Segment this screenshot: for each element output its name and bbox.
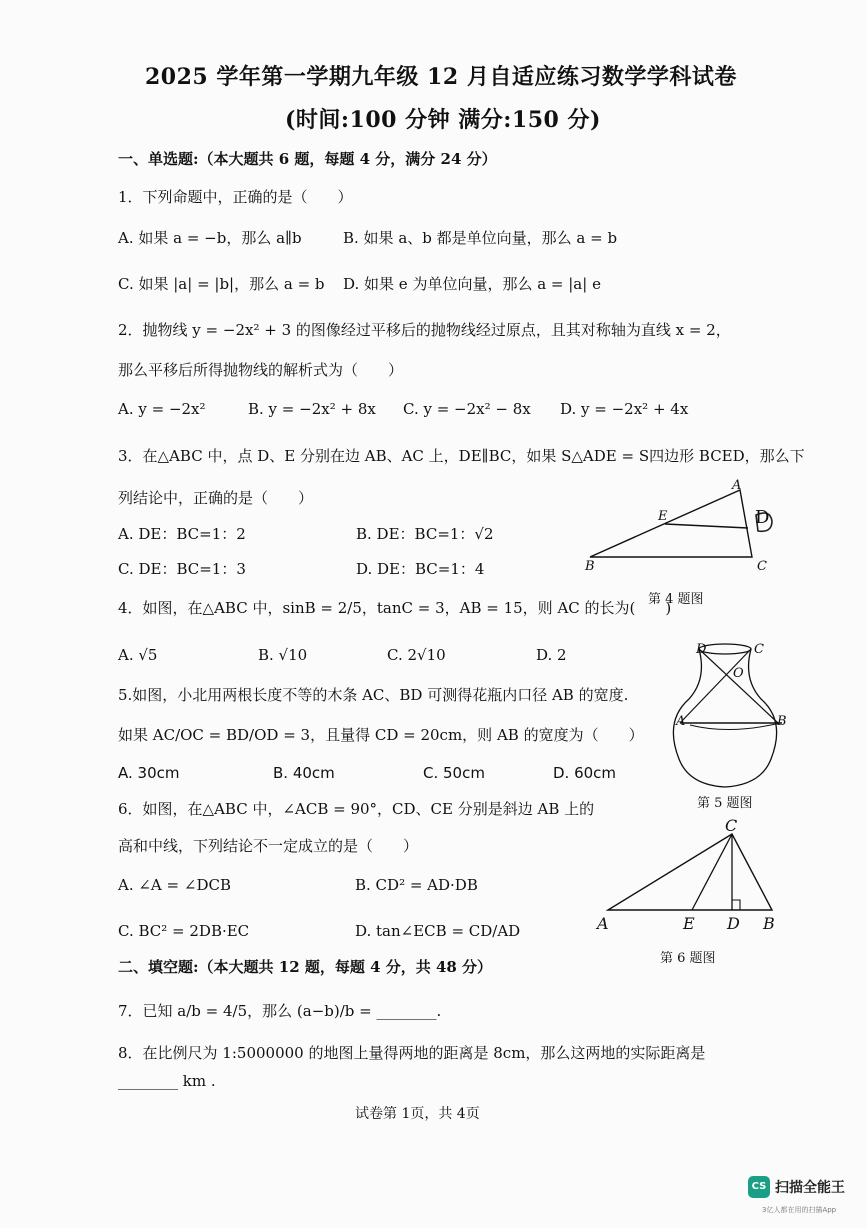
q3-option-c: C. DE：BC=1：3 [118,560,246,578]
figure-6-caption: 第 6 题图 [660,951,716,966]
fig6-label-a: A [597,914,609,933]
fig4-label-c: C [757,559,767,574]
fig5-label-c: C [754,642,764,657]
q6-stem: 6．如图，在△ABC 中，∠ACB = 90°，CD、CE 分别是斜边 AB 上的 [118,800,595,818]
q5-option-b: B. 40cm [273,764,335,782]
q3-stem-2: 列结论中，正确的是（ ） [118,489,314,507]
q2-option-a: A. y = −2x² [118,400,206,418]
q5-option-a: A. 30cm [118,764,180,782]
q3-option-a: A. DE：BC=1：2 [118,525,246,543]
camscanner-logo-icon: CS [748,1176,770,1198]
q8-stem: 8．在比例尺为 1:5000000 的地图上量得两地的距离是 8cm，那么这两地的实际距离是 [118,1044,706,1062]
fig5-label-a: A [676,714,686,729]
q3-option-b: B. DE：BC=1：√2 [356,525,494,543]
figure-4-caption: 第 4 题图 [648,592,704,607]
fig4-label-e: E [658,509,668,524]
q2-option-b: B. y = −2x² + 8x [248,400,376,418]
figure-6-right-triangle [600,820,790,920]
q5-stem-2: 如果 AC/OC = BD/OD = 3，且量得 CD = 20cm，则 AB 的宽度为（ ） [118,726,644,744]
q4-option-b: B. √10 [258,646,308,664]
q4-option-a: A. √5 [118,646,158,664]
figure-5-caption: 第 5 题图 [697,796,753,811]
q7-stem: 7．已知 a/b = 4/5，那么 (a−b)/b = ________. [118,1002,442,1020]
q6-option-d: D. tan∠ECB = CD/AD [355,922,521,940]
page-footer: 试卷第 1页，共 4页 [355,1106,480,1122]
fig6-label-b: B [763,914,775,933]
q1-option-d: D. 如果 e 为单位向量，那么 a = |a| e [343,275,601,293]
fig5-label-o: O [733,666,744,681]
fig6-label-c: C [725,816,738,835]
fig6-label-d: D [727,914,740,933]
fig4-label-b: B [585,559,595,574]
q1-option-a: A. 如果 a = −b，那么 a∥b [118,229,302,247]
q5-option-c: C. 50cm [423,764,485,782]
q3-option-d: D. DE：BC=1：4 [356,560,485,578]
q2-stem-2: 那么平移后所得抛物线的解析式为（ ） [118,361,404,379]
q6-stem-2: 高和中线，下列结论不一定成立的是（ ） [118,837,419,855]
q5-stem: 5.如图，小北用两根长度不等的木条 AC、BD 可测得花瓶内口径 AB 的宽度. [118,686,629,704]
section-1-heading: 一、单选题:（本大题共 6 题，每题 4 分，满分 24 分） [118,150,497,168]
watermark-name: 扫描全能王 [775,1180,845,1196]
q2-option-c: C. y = −2x² − 8x [403,400,531,418]
q6-option-a: A. ∠A = ∠DCB [118,876,231,894]
exam-subtitle: (时间:100 分钟 满分:150 分) [285,107,601,133]
fig6-label-e: E [683,914,695,933]
exam-title: 2025 学年第一学期九年级 12 月自适应练习数学学科试卷 [145,64,737,90]
fig5-label-b: B [777,714,787,729]
q5-option-d: D. 60cm [553,764,617,782]
q1-option-b: B. 如果 a、b 都是单位向量，那么 a = b [343,229,618,247]
q3-stem: 3．在△ABC 中，点 D、E 分别在边 AB、AC 上，DE∥BC，如果 S△ADE = S四边形 BCED，那么下 [118,447,805,465]
q4-stem: 4．如图，在△ABC 中，sinB = 2/5，tanC = 3，AB = 15，则 AC 的长为( ) [118,599,672,617]
fig4-label-d: D [755,507,770,528]
q2-stem: 2．抛物线 y = −2x² + 3 的图像经过平移后的抛物线经过原点，且其对称轴为直线 x = 2， [118,321,731,339]
fig5-label-d: D [696,642,707,657]
watermark-sub: 3亿人都在用的扫描App [762,1206,837,1214]
fig4-label-a: A [732,478,742,493]
q2-option-d: D. y = −2x² + 4x [560,400,689,418]
q8-stem-2: ________ km . [118,1072,216,1090]
q4-option-c: C. 2√10 [387,646,446,664]
q6-option-c: C. BC² = 2DB·EC [118,922,250,940]
q6-option-b: B. CD² = AD·DB [355,876,478,894]
section-2-heading: 二、填空题:（本大题共 12 题，每题 4 分，共 48 分） [118,958,493,976]
q1-stem: 1．下列命题中，正确的是（ ） [118,188,353,206]
q4-option-d: D. 2 [536,646,567,664]
q1-option-c: C. 如果 |a| = |b|，那么 a = b [118,275,325,293]
